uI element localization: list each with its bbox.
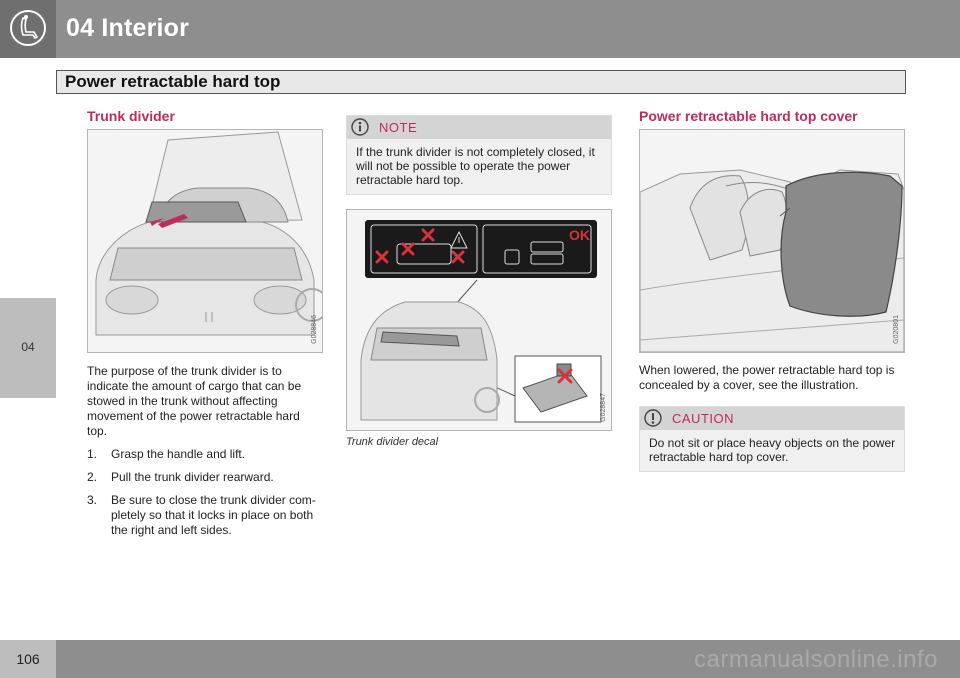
- ok-label: OK: [569, 227, 590, 243]
- section-title-bar: [56, 70, 906, 94]
- decal-illustration: [347, 210, 611, 430]
- info-icon: [351, 118, 369, 136]
- watermark: carmanualsonline.info: [694, 646, 938, 673]
- figure-code: G028846: [311, 315, 318, 344]
- trunk-divider-paragraph: The purpose of the trunk divider is to indicate the amount of cargo that can be stowed in the trunk without affecting movement of the power retractable hard top.: [87, 364, 302, 438]
- caution-box: [639, 406, 905, 472]
- hard-top-cover-figure: [639, 129, 905, 353]
- list-item: 1. Grasp the handle and lift.: [87, 447, 246, 461]
- caution-text: Do not sit or place heavy objects on the power retractable hard top cover.: [649, 436, 896, 464]
- note-label: NOTE: [379, 120, 418, 135]
- section-title: Power retractable hard top: [65, 72, 281, 91]
- chapter-title: 04 Interior: [66, 14, 190, 42]
- note-column: [346, 108, 612, 448]
- trunk-divider-decal-figure: [346, 209, 612, 431]
- figure-code: G028847: [600, 393, 607, 422]
- note-text: If the trunk divider is not completely closed, it will not be possible to operate the power retractable hard top.: [356, 145, 595, 187]
- list-item: 2. Pull the trunk divider rearward.: [87, 470, 274, 484]
- list-item: 3. Be sure to close the trunk divider com-pletely so that it locks in place on both the right and left sides.: [87, 493, 316, 537]
- note-header: [347, 116, 611, 139]
- chapter-side-tab: [0, 298, 56, 398]
- cover-column: [639, 108, 905, 472]
- note-box: [346, 115, 612, 195]
- caution-header: [640, 407, 904, 430]
- decal-caption: Trunk divider decal: [346, 436, 439, 448]
- warning-icon: [644, 409, 662, 427]
- car-trunk-illustration: [88, 130, 322, 352]
- trunk-divider-column: [87, 108, 323, 546]
- convertible-cover-illustration: [640, 130, 904, 352]
- figure-code: G020801: [893, 315, 900, 344]
- left-margin: [0, 58, 56, 640]
- seat-icon: [9, 9, 47, 47]
- chapter-header: [0, 0, 960, 58]
- trunk-divider-figure: [87, 129, 323, 353]
- page-number-box: [0, 640, 56, 678]
- cover-paragraph: When lowered, the power retractable hard top is concealed by a cover, see the illustration.: [639, 363, 895, 392]
- page-number: 106: [16, 651, 40, 667]
- caution-label: CAUTION: [672, 411, 734, 426]
- trunk-divider-steps: [87, 447, 323, 538]
- page-footer: [0, 640, 960, 678]
- cover-heading: Power retractable hard top cover: [639, 108, 858, 124]
- trunk-divider-heading: Trunk divider: [87, 108, 175, 124]
- side-tab-label: 04: [21, 340, 35, 354]
- chapter-icon-box: [0, 0, 56, 58]
